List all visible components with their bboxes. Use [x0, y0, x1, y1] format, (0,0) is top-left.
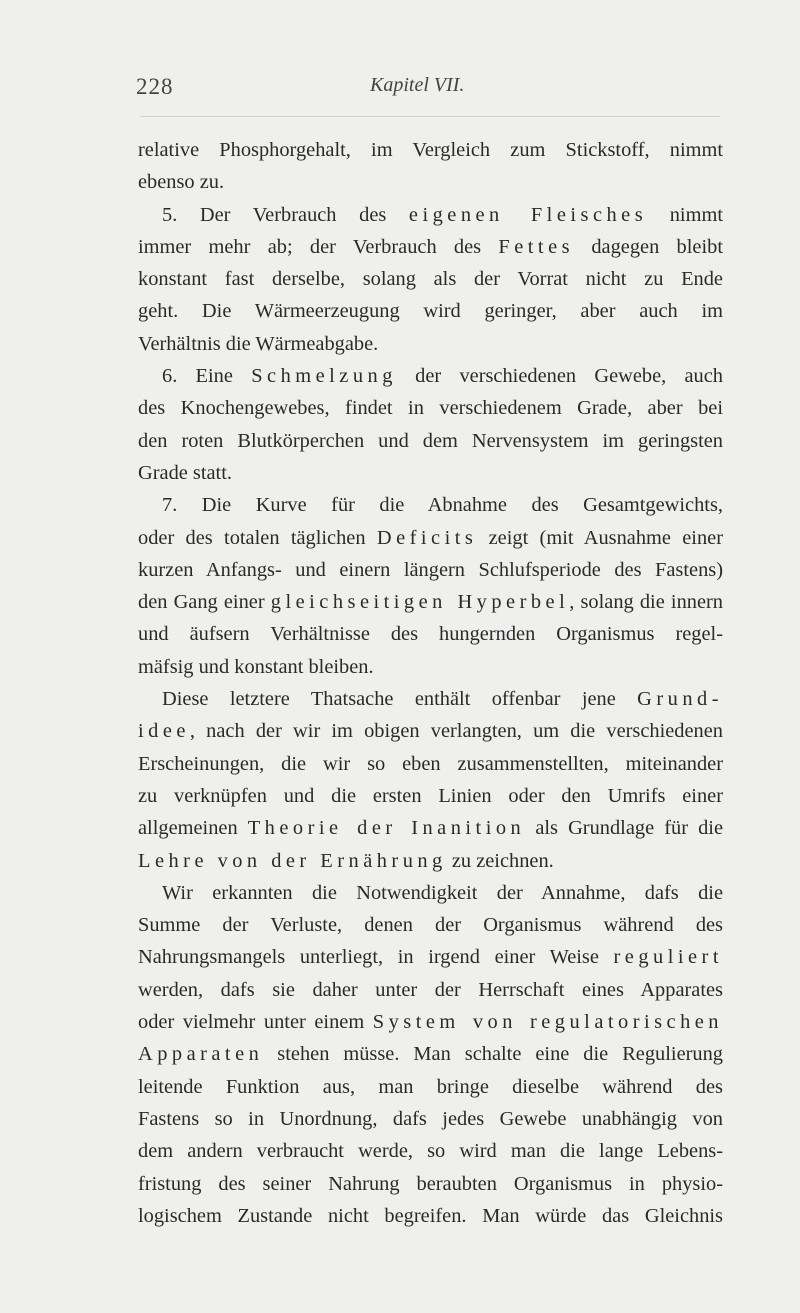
text-line: Apparaten stehen müsse. Man schalte eine die Regulierung: [138, 1043, 723, 1066]
emphasis-text: System von regulatorischen: [372, 1011, 723, 1034]
text-line: oder vielmehr unter einem System von regulatorischen: [138, 1011, 723, 1034]
paragraph-6-start: 6. Eine Schmelzung der verschiedenen Gewebe, auch: [162, 365, 723, 388]
text-line: werden, dafs sie daher unter der Herrschaft eines Apparates: [138, 978, 723, 1001]
emphasis-text: gleichseitigen Hyperbel: [270, 591, 570, 614]
page-header: [0, 74, 800, 104]
text-line: und äufsern Verhältnisse des hungernden Organismus regel-: [138, 623, 723, 646]
text-line: leitende Funktion aus, man bringe dieselbe während des: [138, 1075, 723, 1098]
paragraph-start: Diese letztere Thatsache enthält offenbar jene Grund-: [162, 688, 723, 711]
text-line: logischem Zustande nicht begreifen. Man würde das Gleichnis: [138, 1204, 723, 1227]
text-line: Fastens so in Unordnung, dafs jedes Gewebe unabhängig von: [138, 1107, 723, 1130]
emphasis-text: Fettes: [498, 235, 575, 258]
emphasis-text: eigenen Fleisches: [408, 203, 648, 226]
text-line: kurzen Anfangs- und einern längern Schlufsperiode des Fastens): [138, 558, 723, 581]
text-line: den roten Blutkörperchen und dem Nervensystem im geringsten: [138, 429, 723, 452]
paragraph-start: Wir erkannten die Notwendigkeit der Annahme, dafs die: [162, 881, 723, 904]
header-rule: [140, 116, 720, 117]
text-line: den Gang einer gleichseitigen Hyperbel, solang die innern: [138, 591, 723, 614]
emphasis-text: Apparaten: [138, 1043, 264, 1066]
paragraph-7-start: 7. Die Kurve für die Abnahme des Gesamtgewichts,: [162, 494, 723, 517]
text-line: Nahrungsmangels unterliegt, in irgend einer Weise reguliert: [138, 946, 723, 969]
text-line: fristung des seiner Nahrung beraubten Organismus in physio-: [138, 1172, 723, 1195]
text-line: geht. Die Wärmeerzeugung wird geringer, aber auch im: [138, 300, 723, 323]
text-line: Summe der Verluste, denen der Organismus während des: [138, 914, 723, 937]
emphasis-text: Lehre von der Ernährung: [138, 849, 447, 872]
text-line: Verhältnis die Wärmeabgabe.: [138, 332, 379, 355]
paragraph-5-start: 5. Der Verbrauch des eigenen Fleisches nimmt: [162, 203, 723, 226]
running-head: Kapitel VII.: [370, 74, 465, 96]
text-line: mäfsig und konstant bleiben.: [138, 655, 374, 678]
page-number: 228: [136, 74, 174, 99]
text-line: relative Phosphorgehalt, im Vergleich zum Stickstoff, nimmt: [138, 139, 723, 161]
text-line: idee, nach der wir im obigen verlangten, um die verschiedenen: [138, 720, 723, 743]
body-text: [138, 134, 723, 1232]
text-line: Lehre von der Ernährung zu zeichnen.: [138, 849, 554, 872]
text-line: Erscheinungen, die wir so eben zusammenstellten, miteinander: [138, 752, 723, 775]
text-line: oder des totalen täglichen Deficits zeigt (mit Ausnahme einer: [138, 526, 723, 549]
text-line: allgemeinen Theorie der Inanition als Grundlage für die: [138, 817, 723, 840]
emphasis-text: Grund-: [637, 688, 723, 711]
emphasis-text: Schmelzung: [251, 365, 397, 388]
text-line: Grade statt.: [138, 461, 232, 484]
text-line: zu verknüpfen und die ersten Linien oder den Umrifs einer: [138, 784, 723, 807]
text-line: dem andern verbraucht werde, so wird man die lange Lebens-: [138, 1140, 723, 1163]
text-line: des Knochengewebes, findet in verschiedenem Grade, aber bei: [138, 397, 723, 420]
emphasis-text: idee: [138, 720, 190, 743]
text-line: ebenso zu.: [138, 171, 225, 194]
text-line: immer mehr ab; der Verbrauch des Fettes dagegen bleibt: [138, 235, 723, 258]
text-line: konstant fast derselbe, solang als der Vorrat nicht zu Ende: [138, 268, 723, 291]
emphasis-text: Deficits: [376, 526, 478, 549]
emphasis-text: Theorie der Inanition: [247, 817, 526, 840]
emphasis-text: reguliert: [613, 946, 723, 969]
